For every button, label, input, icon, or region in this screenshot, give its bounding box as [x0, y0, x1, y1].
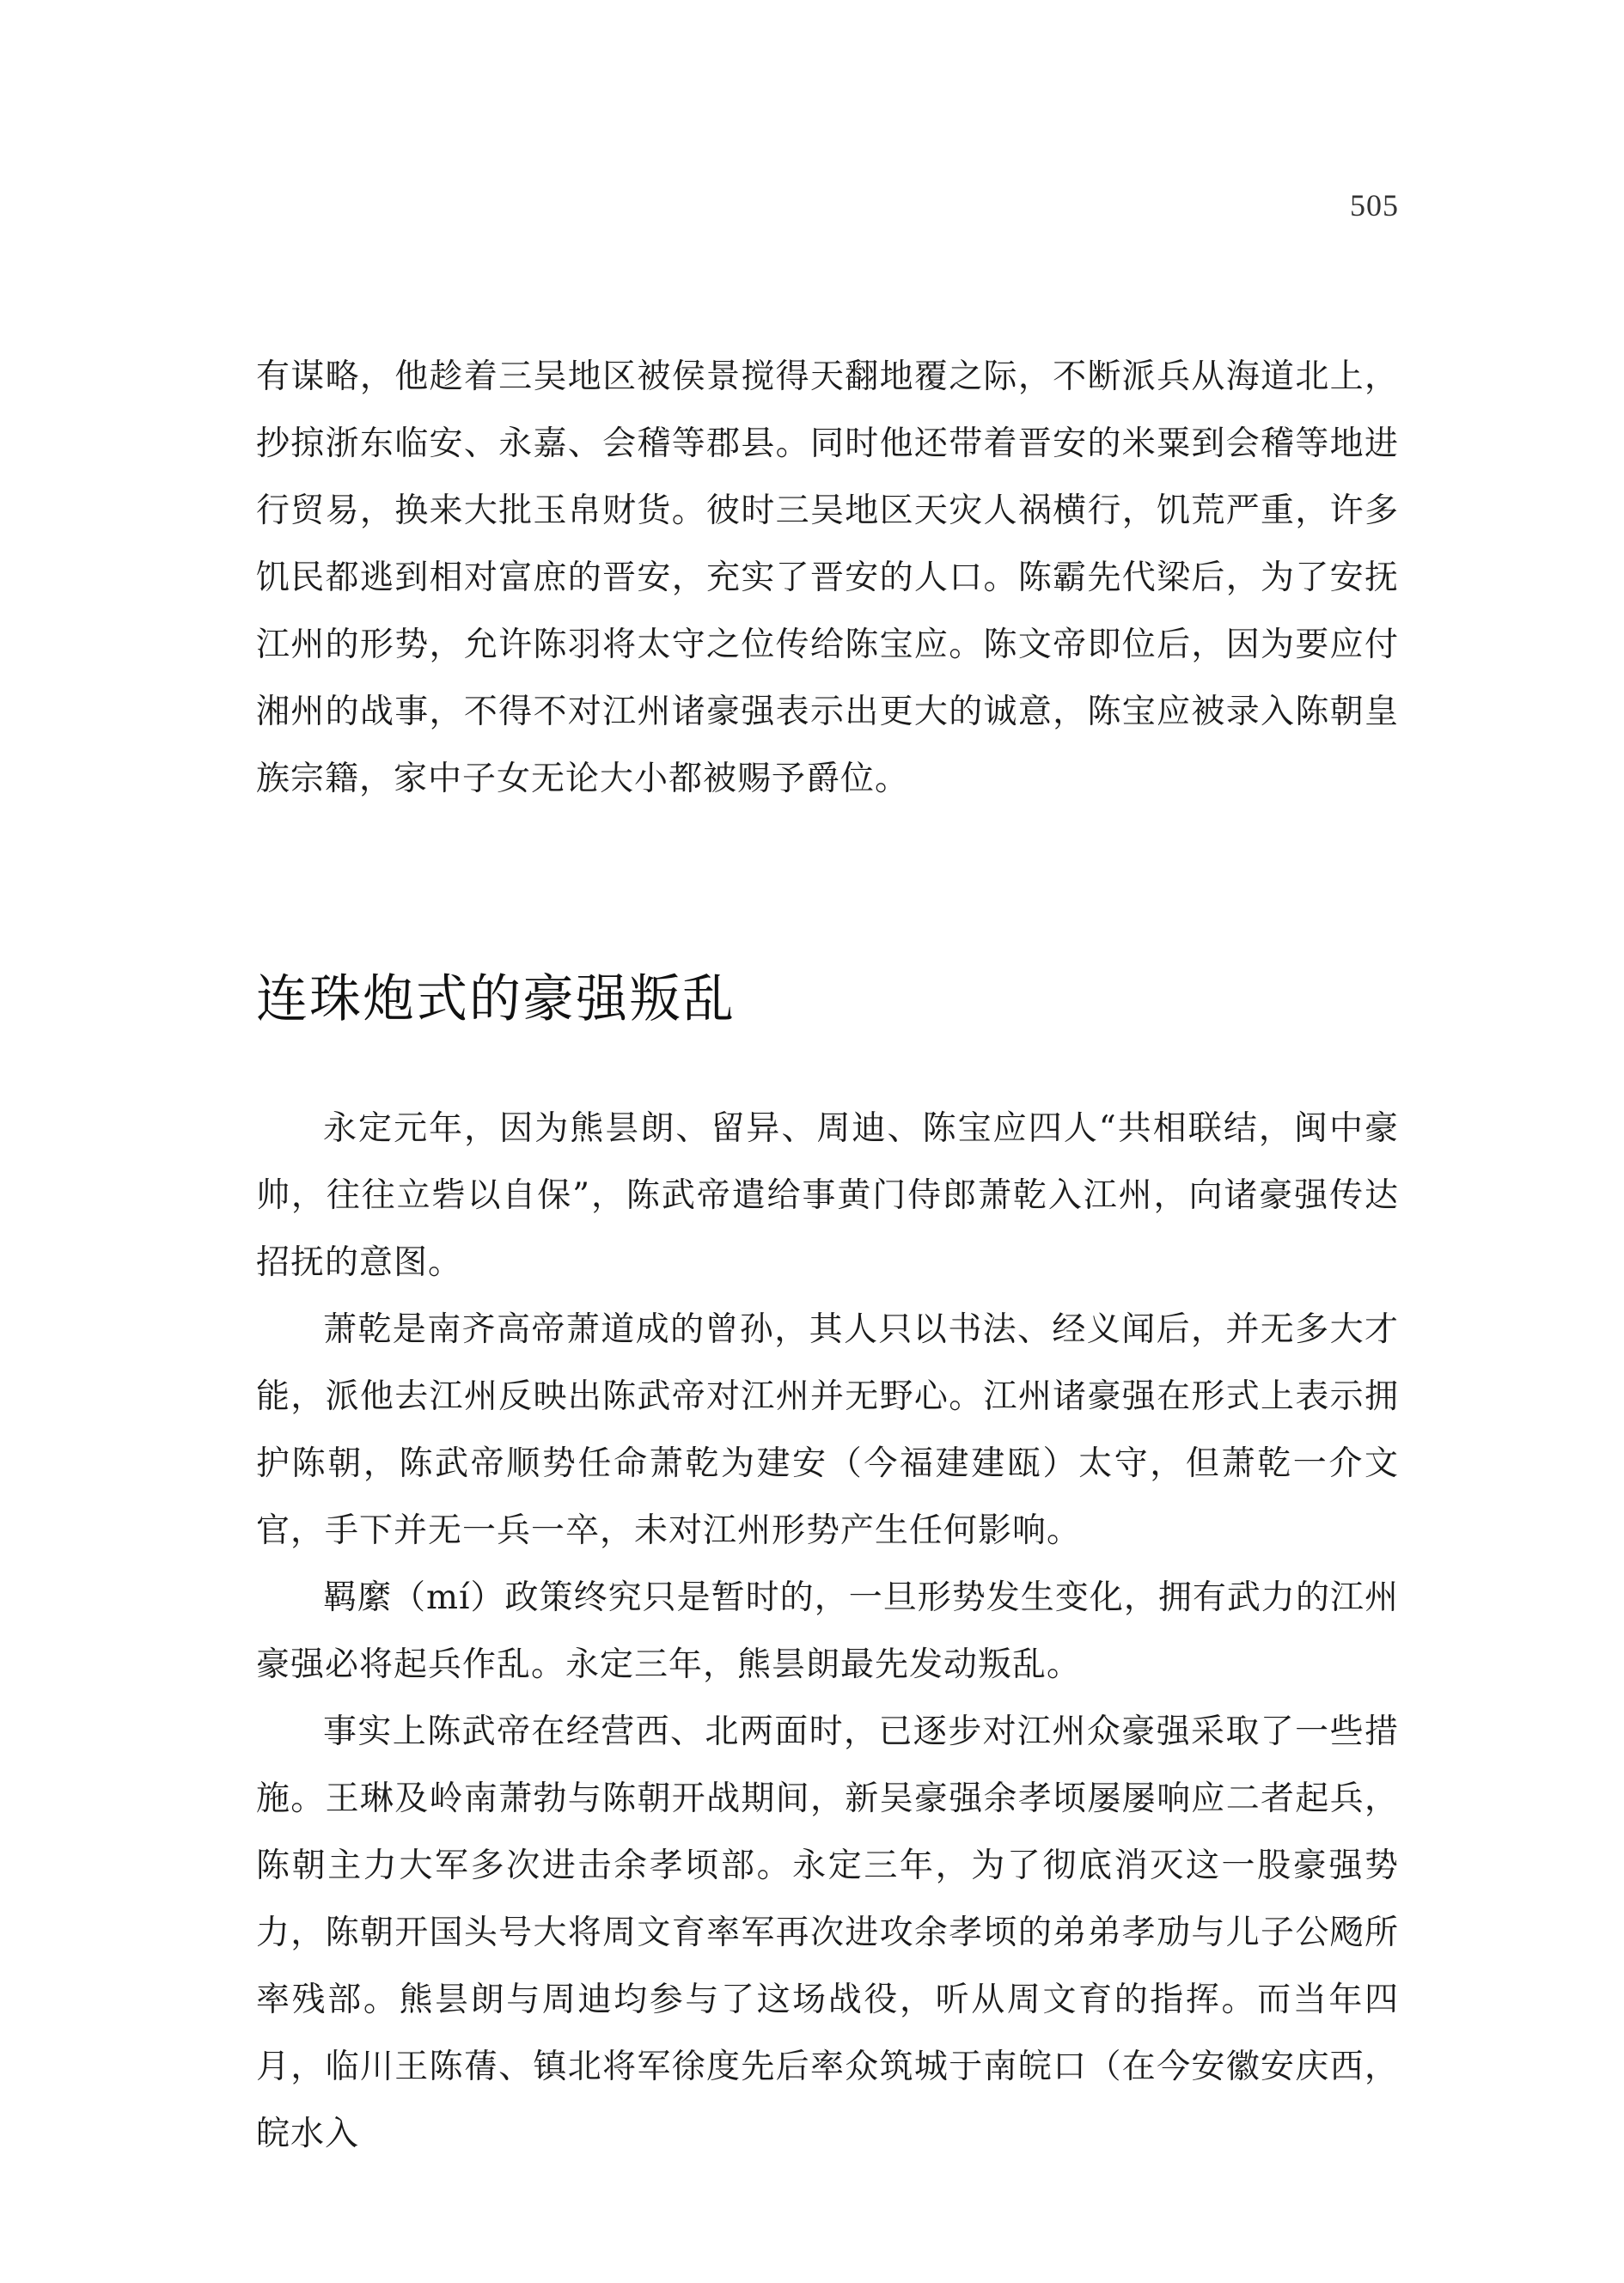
- intro-paragraph: 有谋略，他趁着三吴地区被侯景搅得天翻地覆之际，不断派兵从海道北上，抄掠浙东临安、永嘉、会稽等郡县。同时他还带着晋安的米粟到会稽等地进行贸易，换来大批玉帛财货。彼时三吴地区天灾人祸横行，饥荒严重，许多饥民都逃到相对富庶的晋安，充实了晋安的人口。陈霸先代梁后，为了安抚江州的形势，允许陈羽将太守之位传给陈宝应。陈文帝即位后，因为要应付湘州的战事，不得不对江州诸豪强表示出更大的诚意，陈宝应被录入陈朝皇族宗籍，家中子女无论大小都被赐予爵位。: [256, 357, 1399, 798]
- section-title: 连珠炮式的豪强叛乱: [256, 969, 736, 1029]
- body-paragraph: 事实上陈武帝在经营西、北两面时，已逐步对江州众豪强采取了一些措施。王琳及岭南萧勃与陈朝开战期间，新吴豪强余孝顷屡屡响应二者起兵，陈朝主力大军多次进击余孝顷部。永定三年，为了彻底消灭这一股豪强势力，陈朝开国头号大将周文育率军再次进攻余孝顷的弟弟孝劢与儿子公飏所率残部。熊昙朗与周迪均参与了这场战役，听从周文育的指挥。而当年四月，临川王陈蒨、镇北将军徐度先后率众筑城于南皖口（在今安徽安庆西，皖水入: [256, 1712, 1399, 2153]
- body-paragraph: 羁縻（mí）政策终究只是暂时的，一旦形势发生变化，拥有武力的江州豪强必将起兵作乱。永定三年，熊昙朗最先发动叛乱。: [256, 1578, 1399, 1684]
- section-body: [256, 1096, 1399, 2168]
- intro-text: [256, 344, 1399, 813]
- page-number: 505: [1350, 188, 1399, 223]
- body-paragraph: 永定元年，因为熊昙朗、留异、周迪、陈宝应四人“共相联结，闽中豪帅，往往立砦以自保”，陈武帝遣给事黄门侍郎萧乾入江州，向诸豪强传达招抚的意图。: [256, 1109, 1399, 1282]
- body-paragraph: 萧乾是南齐高帝萧道成的曾孙，其人只以书法、经义闻后，并无多大才能，派他去江州反映出陈武帝对江州并无野心。江州诸豪强在形式上表示拥护陈朝，陈武帝顺势任命萧乾为建安（今福建建瓯）太守，但萧乾一介文官，手下并无一兵一卒，未对江州形势产生任何影响。: [256, 1310, 1399, 1550]
